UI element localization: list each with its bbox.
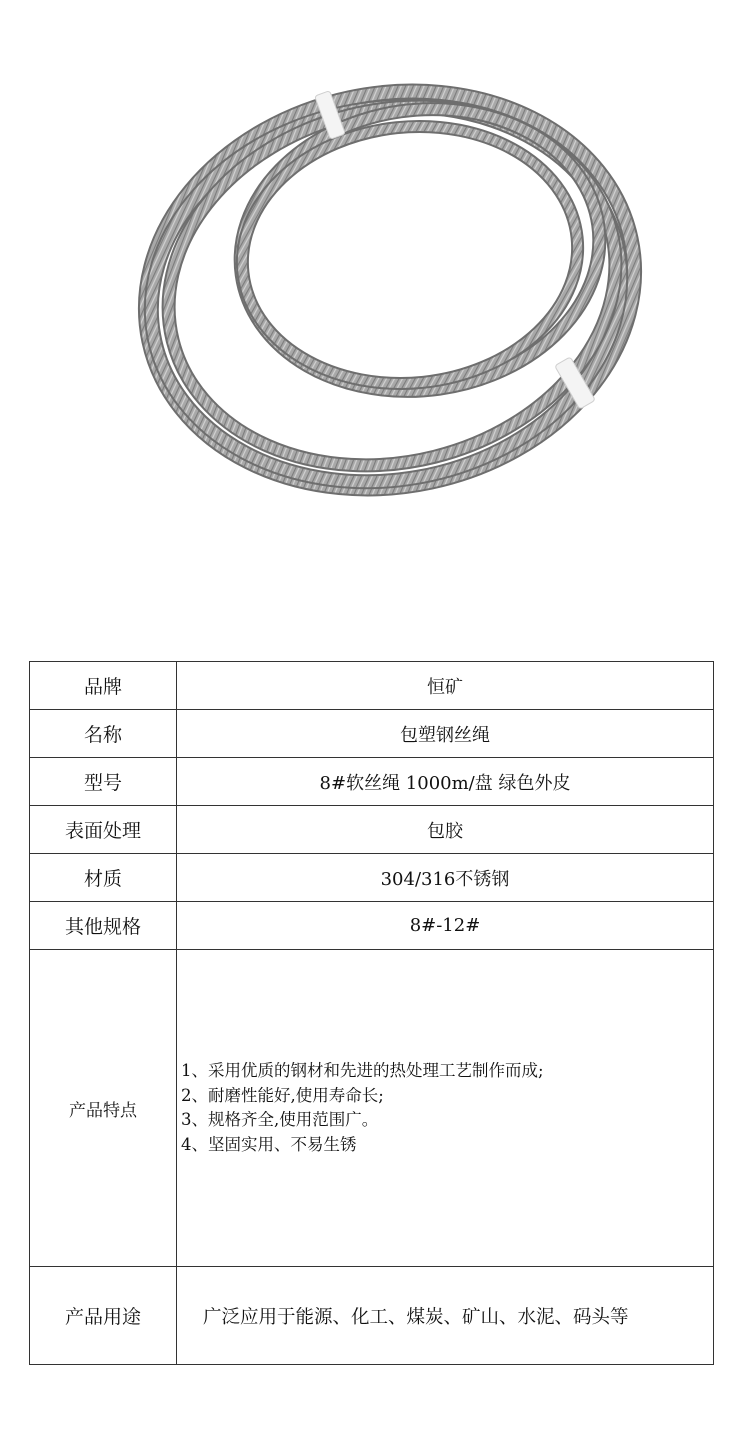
spec-row-material: [30, 854, 714, 902]
list-item: 4、坚固实用、不易生锈: [181, 1134, 357, 1154]
spec-row-brand: [30, 662, 714, 710]
spec-label: 名称: [30, 710, 177, 758]
spec-value: 8#软丝绳 1000m/盘 绿色外皮: [177, 758, 714, 806]
spec-row-name: [30, 710, 714, 758]
spec-value: 包塑钢丝绳: [177, 710, 714, 758]
spec-label: 表面处理: [30, 806, 177, 854]
list-item: 2、耐磨性能好,使用寿命长;: [181, 1085, 384, 1105]
spec-label: 产品用途: [30, 1267, 177, 1365]
spec-row-model: [30, 758, 714, 806]
spec-value: 304/316不锈钢: [177, 854, 714, 902]
product-photo: [0, 0, 750, 620]
wire-rope-coil-photo: [0, 0, 750, 620]
spec-value: 广泛应用于能源、化工、煤炭、矿山、水泥、码头等: [177, 1267, 714, 1365]
spec-label: 其他规格: [30, 902, 177, 950]
spec-row-surface: [30, 806, 714, 854]
features-list: [177, 1059, 713, 1157]
spec-label: 产品特点: [30, 950, 177, 1267]
list-item: 3、规格齐全,使用范围广。: [181, 1110, 379, 1129]
spec-value: 包胶: [177, 806, 714, 854]
spec-table: [29, 661, 714, 1365]
spec-row-usage: [30, 1267, 714, 1365]
list-item: 1、采用优质的钢材和先进的热处理工艺制作而成;: [181, 1061, 544, 1080]
spec-row-other-specs: [30, 902, 714, 950]
spec-value: 恒矿: [177, 662, 714, 710]
spec-label: 品牌: [30, 662, 177, 710]
spec-label: 型号: [30, 758, 177, 806]
spec-row-features: [30, 950, 714, 1267]
spec-value: 8#-12#: [177, 902, 714, 950]
spec-value-features: [177, 950, 714, 1267]
spec-label: 材质: [30, 854, 177, 902]
